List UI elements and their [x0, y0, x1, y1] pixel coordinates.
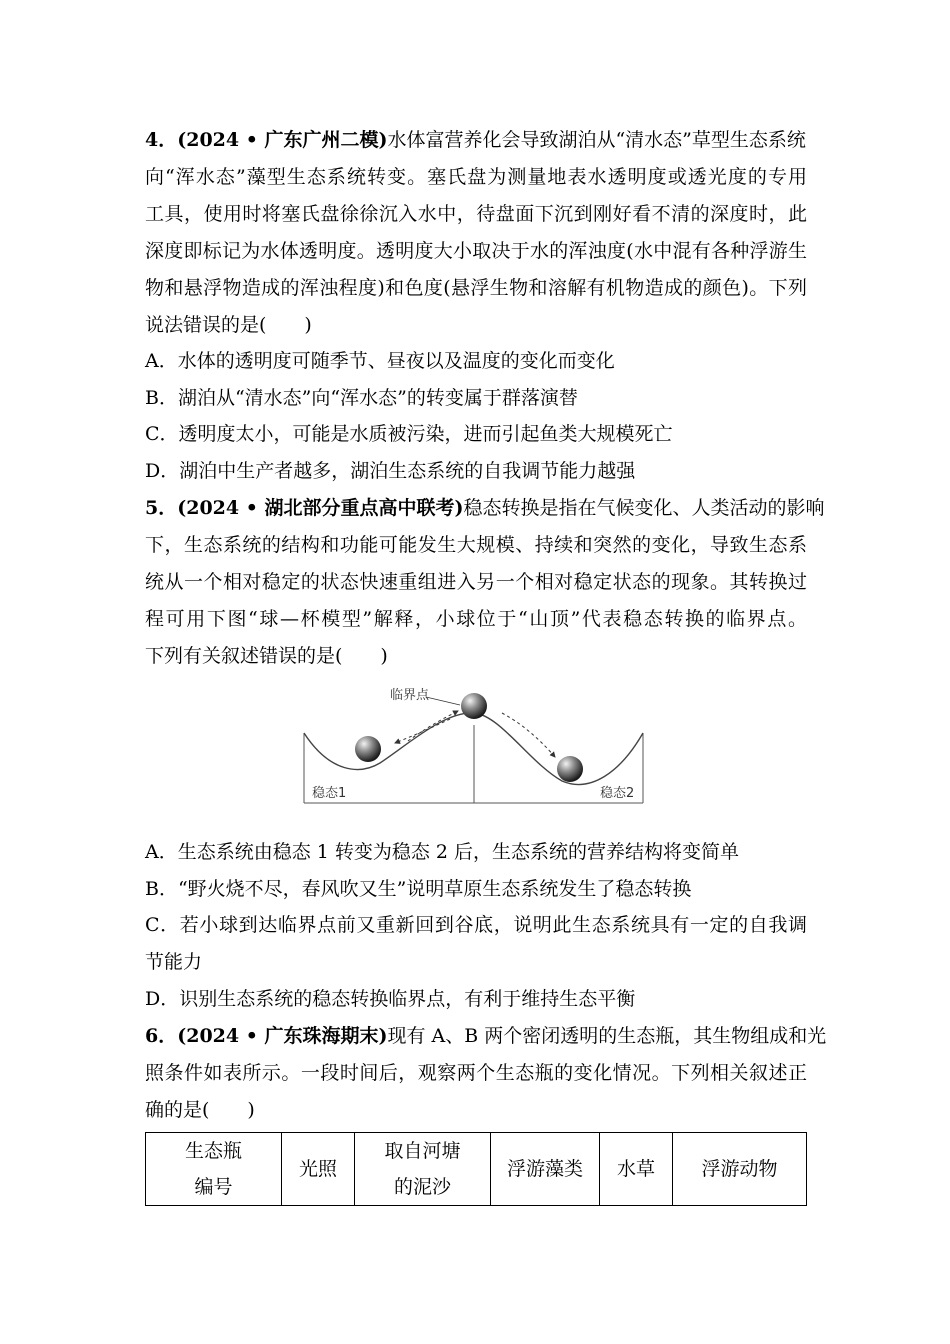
- header-mud: [355, 1133, 491, 1206]
- q5-number: 5．: [145, 497, 178, 519]
- q4-line-5: 物和悬浮物造成的浑浊程度)和色度(悬浮生物和溶解有机物造成的颜色)。下列: [145, 277, 807, 299]
- q4-line-3: 工具，使用时将塞氏盘徐徐沉入水中，待盘面下沉到刚好看不清的深度时，此: [145, 203, 807, 225]
- q5-option-d: D．识别生态系统的稳态转换临界点，有利于维持生态平衡: [145, 988, 636, 1010]
- arrow-back-to-valley: [395, 719, 450, 743]
- header-text: 水草: [616, 1158, 655, 1180]
- ecobottle-table: [145, 1132, 807, 1206]
- q4-option-b: B．湖泊从“清水态”向“浑水态”的转变属于群落演替: [145, 387, 578, 409]
- q4-line-6: 说法错误的是( ): [145, 314, 312, 336]
- header-light: [282, 1133, 355, 1206]
- ball-cup-figure: [300, 683, 645, 805]
- state2-label: 稳态2: [600, 786, 635, 801]
- q5-line-2: 下，生态系统的结构和功能可能发生大规模、持续和突然的变化，导致生态系: [145, 534, 807, 556]
- header-waterweed: [600, 1133, 673, 1206]
- q5-option-a: A．生态系统由稳态 1 转变为稳态 2 后，生态系统的营养结构将变简单: [145, 841, 740, 863]
- q4-option-d: D．湖泊中生产者越多，湖泊生态系统的自我调节能力越强: [145, 460, 636, 482]
- state1-label: 稳态1: [312, 786, 347, 801]
- header-text: 的泥沙: [393, 1176, 451, 1198]
- q4-number: 4．: [145, 129, 178, 151]
- q5-source: (2024 • 湖北部分重点高中联考): [177, 497, 464, 519]
- q6-source: (2024 • 广东珠海期末): [177, 1025, 388, 1047]
- ball-state2: [557, 756, 583, 782]
- ball-state1: [355, 736, 381, 762]
- q6-line-2: 照条件如表所示。一段时间后，观察两个生态瓶的变化情况。下列相关叙述正: [145, 1062, 807, 1084]
- header-bottle-number: [146, 1133, 282, 1206]
- q4-option-c: C．透明度太小，可能是水质被污染，进而引起鱼类大规模死亡: [145, 423, 673, 445]
- table-header-row: [146, 1133, 807, 1206]
- header-text: 生态瓶: [184, 1140, 242, 1162]
- critical-leader-line: [426, 697, 460, 705]
- header-text: 取自河塘: [384, 1140, 461, 1162]
- q6-number: 6．: [145, 1025, 178, 1047]
- header-text: 编号: [194, 1176, 233, 1198]
- header-zooplankton: [673, 1133, 807, 1206]
- q4-source: (2024 • 广东广州二模): [177, 129, 388, 151]
- q5-line-3: 统从一个相对稳定的状态快速重组进入另一个相对稳定状态的现象。其转换过: [145, 571, 807, 593]
- ball-critical: [461, 693, 487, 719]
- q5-text: 稳态转换是指在气候变化、人类活动的影响: [463, 497, 825, 519]
- q5-option-b: B．“野火烧不尽，春风吹又生”说明草原生态系统发生了稳态转换: [145, 878, 692, 900]
- q5-option-c-line2: 节能力: [145, 951, 203, 973]
- q4-line-4: 深度即标记为水体透明度。透明度大小取决于水的浑浊度(水中混有各种浮游生: [145, 240, 807, 262]
- q4-option-a: A．水体的透明度可随季节、昼夜以及温度的变化而变化: [145, 350, 615, 372]
- header-text: 浮游藻类: [506, 1158, 583, 1180]
- header-algae: [491, 1133, 600, 1206]
- q4-line-2: 向“浑水态”藻型生态系统转变。塞氏盘为测量地表水透明度或透光度的专用: [145, 166, 807, 188]
- q5-option-c-line1: C．若小球到达临界点前又重新回到谷底，说明此生态系统具有一定的自我调: [145, 914, 807, 936]
- q6-line-1: [145, 1024, 827, 1048]
- q6-line-3: 确的是( ): [145, 1099, 255, 1121]
- header-text: 光照: [298, 1158, 337, 1180]
- q4-text: 水体富营养化会导致湖泊从“清水态”草型生态系统: [387, 129, 806, 151]
- header-text: 浮游动物: [701, 1158, 778, 1180]
- q5-line-1: [145, 496, 825, 520]
- critical-point-label: 临界点: [390, 688, 430, 703]
- q5-line-5: 下列有关叙述错误的是( ): [145, 645, 388, 667]
- q4-line-1: [145, 128, 807, 152]
- q5-line-4: 程可用下图“球—杯模型”解释，小球位于“山顶”代表稳态转换的临界点。: [145, 608, 807, 630]
- q6-text: 现有 A、B 两个密闭透明的生态瓶，其生物组成和光: [387, 1025, 827, 1047]
